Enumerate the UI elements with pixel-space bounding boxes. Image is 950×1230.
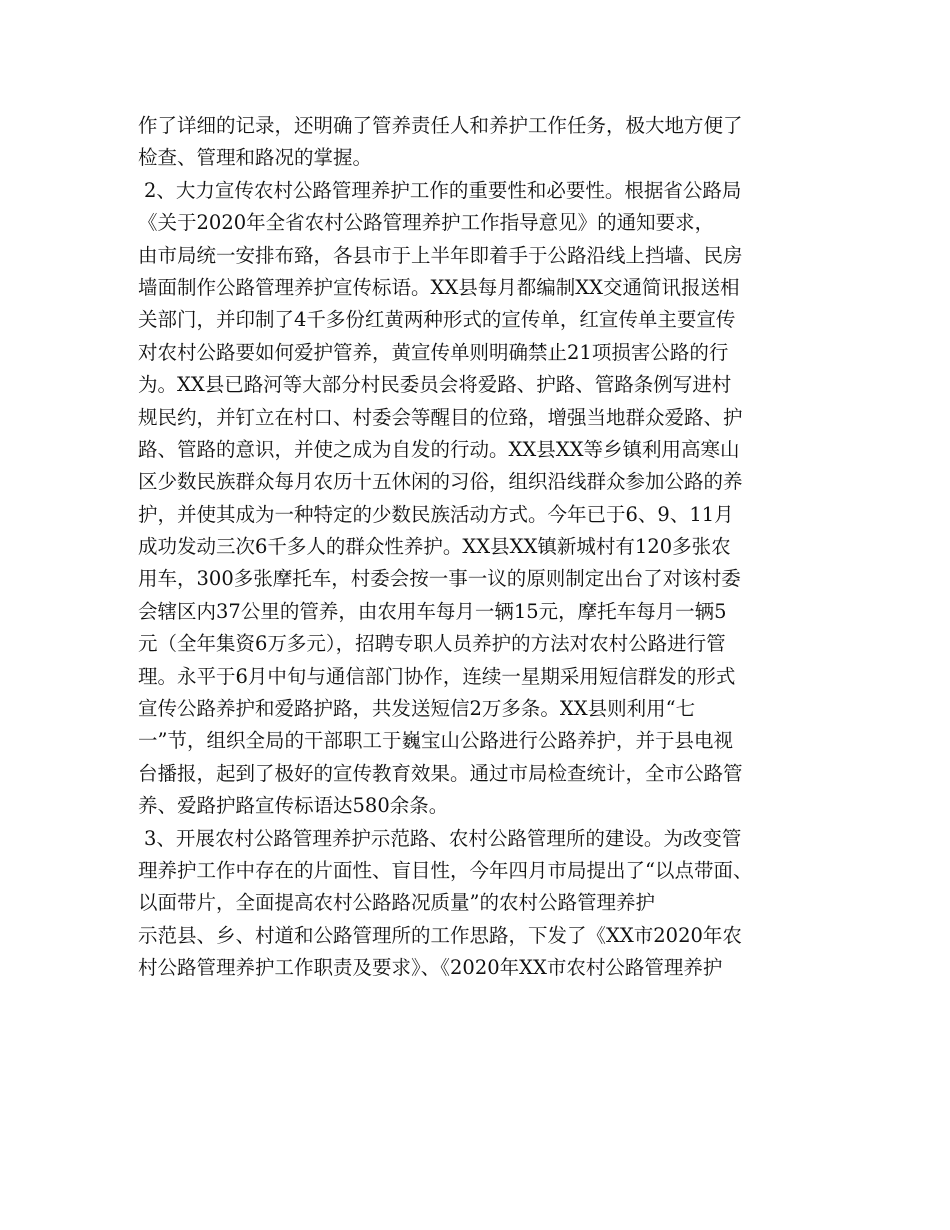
- text-line: 为。XX县已路河等大部分村民委员会将爱路、护路、管路条例写进村: [138, 373, 732, 397]
- paragraph-start-line: 2、大力宣传农村公路管理养护工作的重要性和必要性。根据省公路局: [144, 178, 742, 202]
- text-line: 元（全年集资6万多元），招聘专职人员养护的方法对农村公路进行管: [138, 632, 726, 656]
- text-line: 对农村公路要如何爱护管养，黄宣传单则明确禁止21项损害公路的行: [138, 340, 729, 364]
- text-line: 示范县、乡、村道和公路管理所的工作思路，下发了《XX市2020年农: [138, 923, 742, 947]
- text-line: 一”节，组织全局的干部职工于巍宝山公路进行公路养护，并于县电视: [138, 729, 733, 753]
- text-line: 成功发动三次6千多人的群众性养护。XX县XX镇新城村有120多张农: [138, 535, 731, 559]
- text-line: 墙面制作公路管理养护宣传标语。XX县每月都编制XX交通简讯报送相: [138, 275, 740, 299]
- text-line: 理。永平于6月中旬与通信部门协作，连续一星期采用短信群发的形式: [138, 664, 736, 688]
- text-line: 理养护工作中存在的片面性、盲目性，今年四月市局提出了“以点带面、: [138, 858, 753, 882]
- text-line: 《关于2020年全省农村公路管理养护工作指导意见》的通知要求，: [138, 211, 715, 235]
- text-line: 台播报，起到了极好的宣传教育效果。通过市局检查统计，全市公路管: [138, 761, 743, 785]
- paragraph-start-line: 3、开展农村公路管理养护示范路、农村公路管理所的建设。为改变管: [144, 826, 742, 850]
- text-line: 关部门，并印制了4千多份红黄两种形式的宣传单，红宣传单主要宣传: [138, 308, 736, 332]
- text-line: 规民约，并钉立在村口、村委会等醒目的位臵，增强当地群众爱路、护: [138, 405, 743, 429]
- text-line: 由市局统一安排布臵，各县市于上半年即着手于公路沿线上挡墙、民房: [138, 243, 743, 267]
- text-line: 护，并使其成为一种特定的少数民族活动方式。今年已于6、9、11月: [138, 502, 734, 526]
- body-text: [138, 110, 838, 985]
- text-line: 以面带片，全面提高农村公路路况质量”的农村公路管理养护: [138, 891, 655, 915]
- text-line: 作了详细的记录，还明确了管养责任人和养护工作任务，极大地方便了: [138, 114, 743, 137]
- text-line: 会辖区内37公里的管养，由农用车每月一辆15元，摩托车每月一辆5: [138, 599, 727, 623]
- text-line: 检查、管理和路况的掌握。: [138, 146, 373, 170]
- text-line: 区少数民族群众每月农历十五休闲的习俗，组织沿线群众参加公路的养: [138, 470, 743, 494]
- text-line: 养、爱路护路宣传标语达580余条。: [138, 794, 449, 818]
- text-line: 路、管路的意识，并使之成为自发的行动。XX县XX等乡镇利用高寒山: [138, 437, 740, 461]
- text-line: 用车，300多张摩托车，村委会按一事一议的原则制定出台了对该村委: [138, 567, 741, 591]
- text-line: 村公路管理养护工作职责及要求》、《2020年XX市农村公路管理养护: [138, 956, 723, 980]
- text-line: 宣传公路养护和爱路护路，共发送短信2万多条。XX县则利用“七: [138, 697, 696, 721]
